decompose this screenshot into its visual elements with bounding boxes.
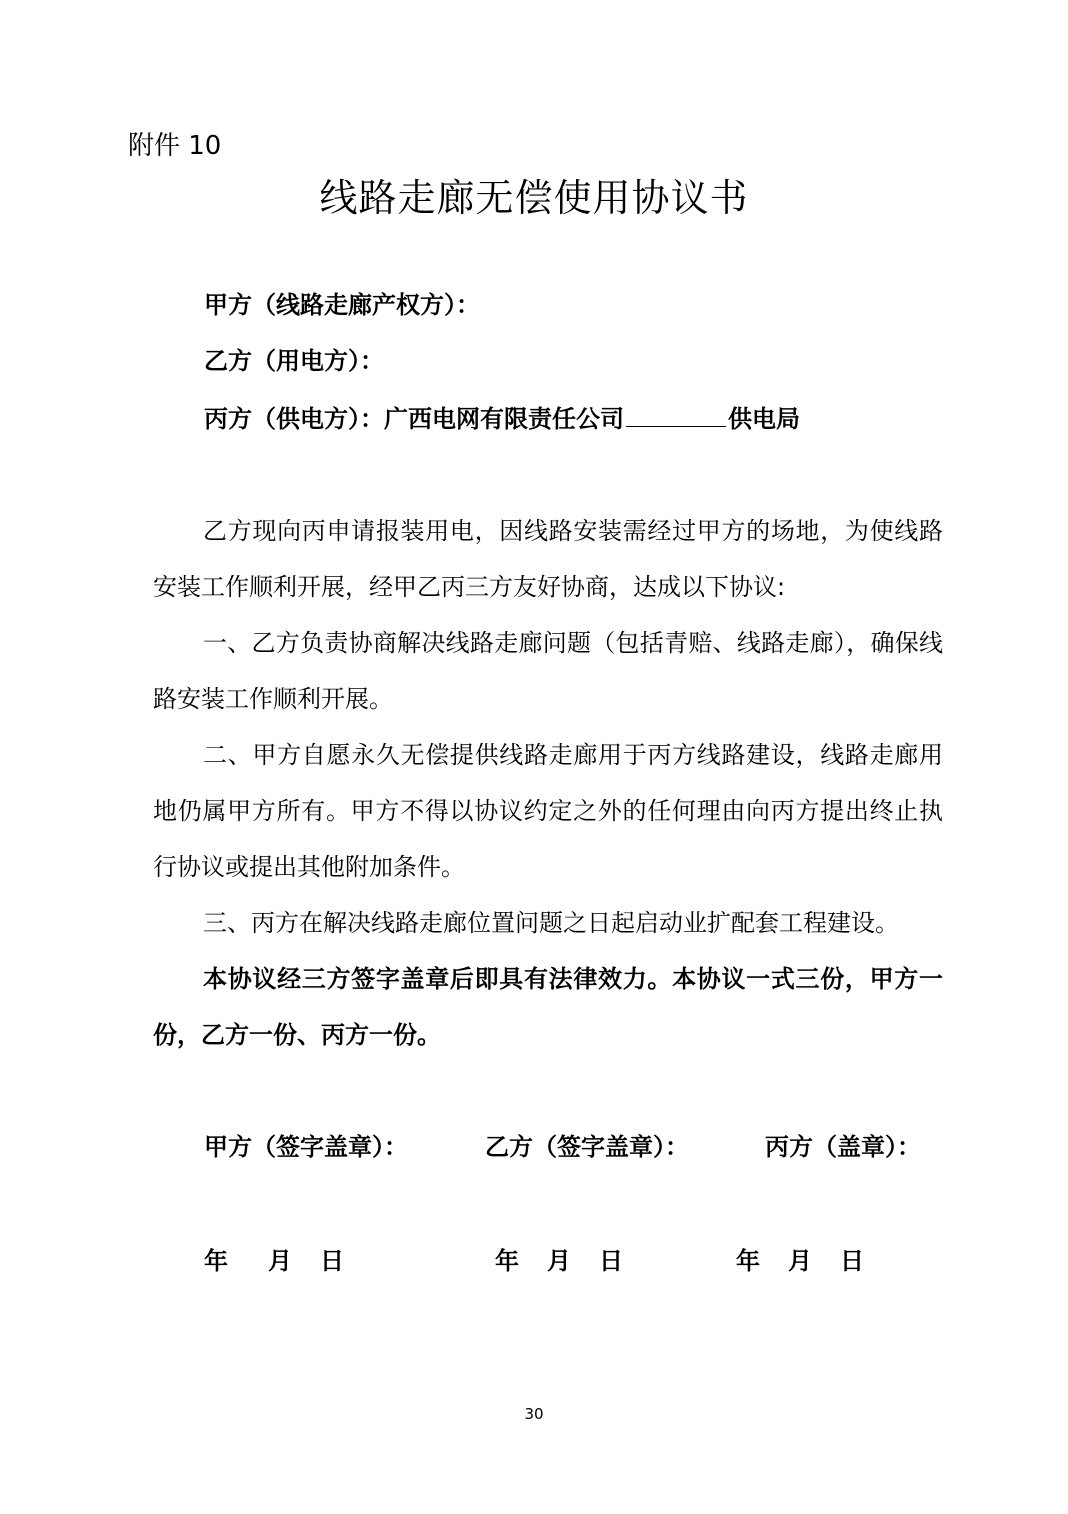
date-month: 月	[788, 1247, 812, 1275]
paragraph-clause-1: 一、乙方负责协商解决线路走廊问题（包括青赔、线路走廊），确保线路安装工作顺利开展。	[153, 629, 943, 713]
paragraph-intro: 乙方现向丙申请报装用电，因线路安装需经过甲方的场地，为使线路安装工作顺利开展，经甲乙丙三方友好协商，达成以下协议:	[153, 517, 943, 601]
date-party-c	[736, 1244, 864, 1278]
date-day: 日	[599, 1247, 623, 1275]
paragraph-clause-3: 三、丙方在解决线路走廊位置问题之日起启动业扩配套工程建设。	[203, 909, 899, 937]
date-day: 日	[320, 1247, 344, 1275]
date-year: 年	[495, 1247, 519, 1275]
signature-party-c: 丙方（盖章）：	[765, 1133, 921, 1161]
page-number: 30	[524, 1405, 544, 1423]
date-year: 年	[204, 1247, 228, 1275]
date-year: 年	[736, 1247, 760, 1275]
party-c-line	[204, 400, 800, 436]
date-month: 月	[268, 1247, 292, 1275]
paragraph-clause-2: 二、甲方自愿永久无偿提供线路走廊用于丙方线路建设，线路走廊用地仍属甲方所有。甲方不得以协议约定之外的任何理由向丙方提出终止执行协议或提出其他附加条件。	[153, 741, 943, 881]
date-party-a	[204, 1244, 344, 1278]
signature-party-a: 甲方（签字盖章）：	[204, 1133, 408, 1161]
signature-party-b: 乙方（签字盖章）：	[485, 1133, 689, 1161]
date-party-b	[495, 1244, 623, 1278]
agreement-body	[153, 503, 943, 1063]
party-c-suffix: 供电局	[728, 405, 800, 433]
date-day: 日	[840, 1247, 864, 1275]
paragraph-closing: 本协议经三方签字盖章后即具有法律效力。本协议一式三份，甲方一份，乙方一份、丙方一份。	[153, 965, 943, 1049]
party-b-line: 乙方（用电方）：	[204, 347, 384, 375]
date-month: 月	[547, 1247, 571, 1275]
bureau-name-blank	[626, 400, 726, 427]
party-a-line: 甲方（线路走廊产权方）：	[204, 291, 480, 319]
annex-label: 附件 10	[128, 131, 222, 161]
document-title: 线路走廊无偿使用协议书	[319, 176, 749, 220]
party-c-prefix: 丙方（供电方）：广西电网有限责任公司	[204, 405, 624, 433]
